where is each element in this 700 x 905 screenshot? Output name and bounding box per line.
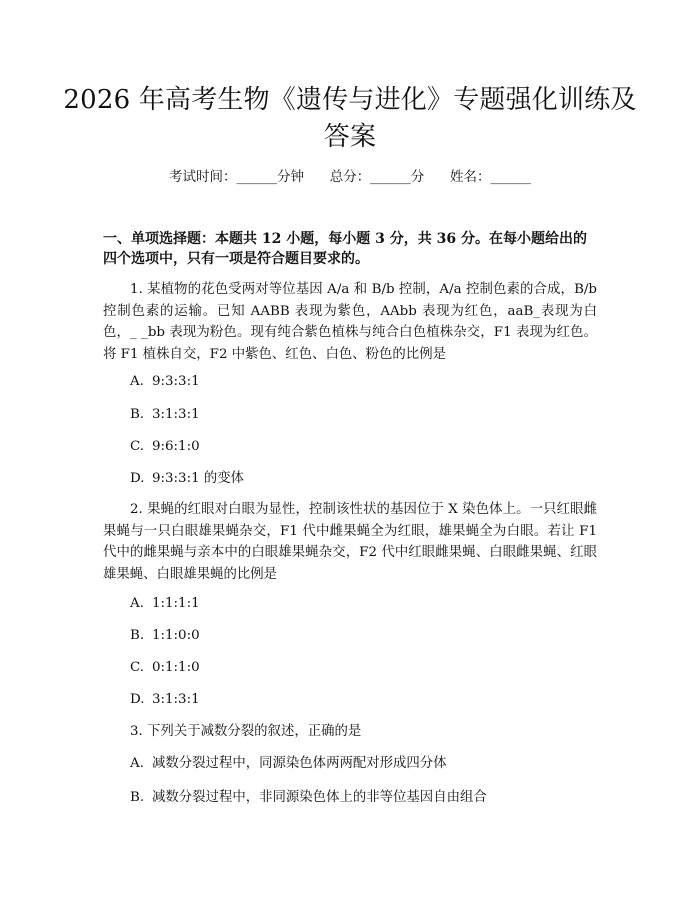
option-letter: A. — [130, 596, 144, 611]
question-1-stem: 1. 某植物的花色受两对等位基因 A/a 和 B/b 控制，A/a 控制色素的合成，B/b 控制色素的运输。已知 AABB 表现为紫色，AAbb 表现为红色，aaB_表现为白色，_ _bb 表现为粉色。现有纯合紫色植株与纯合白色植株杂交，F1 表现为红色。将 F1 植株自交，F2 中紫色、红色、白色、粉色的比例是 — [103, 282, 597, 362]
option-letter: D. — [130, 471, 145, 486]
question-2-option-c — [130, 659, 200, 677]
option-letter: B. — [130, 628, 145, 643]
option-text: 3:1:3:1 — [152, 692, 200, 707]
option-letter: A. — [130, 374, 144, 389]
exam-info-line: 考试时间：______分钟 总分：______分 姓名：______ — [169, 169, 531, 185]
option-text: 减数分裂过程中，同源染色体两两配对形成四分体 — [152, 756, 447, 771]
option-text: 9:3:3:1 — [152, 374, 200, 389]
question-1-option-b — [130, 406, 200, 424]
question-3-stem: 3. 下列关于减数分裂的叙述，正确的是 — [130, 724, 362, 739]
option-letter: C. — [130, 660, 145, 675]
question-2-stem: 2. 果蝇的红眼对白眼为显性，控制该性状的基因位于 X 染色体上。一只红眼雌果蝇与一只白眼雄果蝇杂交，F1 代中雌果蝇全为红眼，雄果蝇全为白眼。若让 F1 代中的雌果蝇与亲本中的白眼雄果蝇杂交，F2 代中红眼雌果蝇、白眼雌果蝇、红眼雄果蝇、白眼雄果蝇的比例是 — [103, 502, 597, 582]
option-letter: A. — [130, 756, 144, 771]
option-text: 9:3:3:1 的变体 — [152, 471, 245, 486]
option-text: 9:6:1:0 — [152, 439, 200, 454]
option-text: 3:1:3:1 — [152, 407, 200, 422]
option-letter: C. — [130, 439, 145, 454]
question-3-option-b — [130, 789, 487, 807]
question-1-option-c — [130, 438, 200, 456]
option-text: 0:1:1:0 — [152, 660, 200, 675]
question-2-option-b — [130, 627, 200, 645]
option-text: 1:1:0:0 — [152, 628, 200, 643]
question-1-option-d — [130, 470, 244, 488]
option-letter: D. — [130, 692, 145, 707]
question-3-option-a — [130, 755, 447, 773]
option-text: 1:1:1:1 — [152, 596, 200, 611]
option-letter: B. — [130, 790, 145, 805]
question-2-option-d — [130, 691, 200, 709]
exam-title: 2026 年高考生物《遗传与进化》专题强化训练及答案 — [63, 85, 637, 152]
question-1-option-a — [130, 373, 200, 391]
question-2-option-a — [130, 595, 200, 613]
option-text: 减数分裂过程中，非同源染色体上的非等位基因自由组合 — [152, 790, 487, 805]
section-heading: 一、单项选择题：本题共 12 小题，每小题 3 分，共 36 分。在每小题给出的四个选项中，只有一项是符合题目要求的。 — [103, 231, 587, 267]
option-letter: B. — [130, 407, 145, 422]
